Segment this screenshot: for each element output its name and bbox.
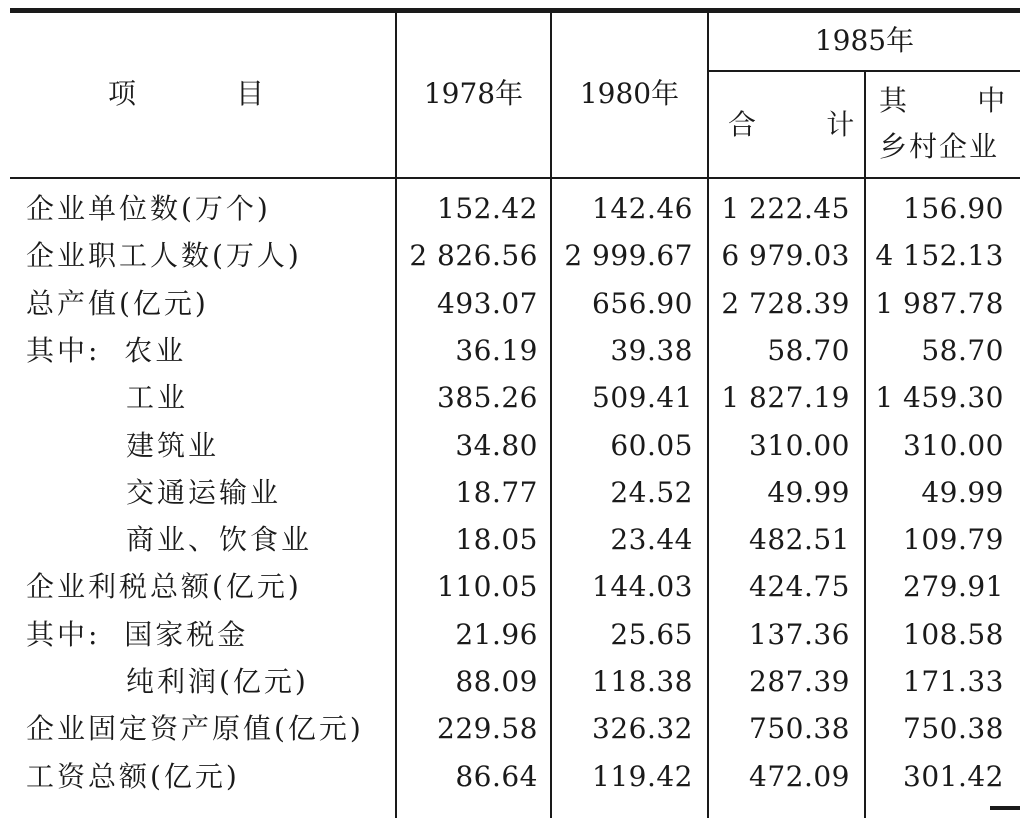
statistics-table [10, 0, 1020, 818]
row-label: 其中: 国家税金 [26, 617, 249, 651]
value-1985-rural: 1 459.30 [875, 381, 1004, 415]
value-1985-total: 1 827.19 [721, 381, 850, 415]
value-1985-total: 137.36 [749, 617, 850, 651]
row-label: 企业利税总额(亿元) [26, 570, 302, 604]
value-1985-rural: 108.58 [903, 617, 1004, 651]
value-1978: 229.58 [437, 712, 538, 746]
header-bottom-rule [10, 177, 1020, 179]
row-label: 工资总额(亿元) [26, 759, 240, 793]
row-label: 其中: 农业 [26, 333, 187, 367]
value-1985-total: 287.39 [749, 665, 850, 698]
value-1985-rural: 171.33 [903, 665, 1004, 698]
value-1980: 142.46 [592, 192, 693, 225]
value-1985-total: 1 222.45 [721, 192, 850, 225]
value-1980: 326.32 [592, 712, 693, 746]
value-1980: 2 999.67 [564, 239, 693, 273]
header-1985: 1985年 [814, 24, 915, 57]
value-1978: 86.64 [455, 759, 538, 793]
value-1978: 110.05 [437, 570, 538, 604]
value-1978: 2 826.56 [409, 239, 538, 273]
value-1985-rural: 279.91 [903, 570, 1004, 604]
row-label: 商业、饮食业 [126, 523, 313, 557]
value-1985-rural: 109.79 [903, 523, 1004, 557]
row-label: 总产值(亿元) [26, 286, 209, 320]
value-1980: 118.38 [592, 665, 693, 698]
header-of-which: 其 中 [879, 84, 1007, 117]
header-rural-enterprises: 乡村企业 [879, 130, 1000, 163]
value-1985-total: 58.70 [767, 333, 850, 367]
row-label: 纯利润(亿元) [126, 665, 309, 698]
value-1978: 18.05 [455, 523, 538, 557]
value-1985-total: 424.75 [749, 570, 850, 604]
header-total: 合 计 [728, 108, 856, 141]
value-1978: 385.26 [437, 381, 538, 415]
value-1978: 34.80 [455, 428, 538, 462]
value-1978: 88.09 [455, 665, 538, 698]
row-label: 企业单位数(万个) [26, 192, 271, 225]
value-1985-total: 49.99 [767, 475, 850, 509]
value-1978: 493.07 [437, 286, 538, 320]
value-1985-total: 2 728.39 [721, 286, 850, 320]
value-1985-total: 6 979.03 [721, 239, 850, 273]
value-1985-total: 482.51 [749, 523, 850, 557]
value-1980: 39.38 [610, 333, 693, 367]
value-1980: 24.52 [610, 475, 693, 509]
value-1985-rural: 301.42 [903, 759, 1004, 793]
row-label: 企业职工人数(万人) [26, 239, 302, 273]
row-label: 交通运输业 [126, 475, 282, 509]
value-1985-rural: 750.38 [903, 712, 1004, 746]
value-1980: 23.44 [610, 523, 693, 557]
value-1985-rural: 156.90 [903, 192, 1004, 225]
header-1980: 1980年 [579, 77, 680, 110]
value-1980: 60.05 [610, 428, 693, 462]
header-1978: 1978年 [423, 77, 524, 110]
value-1980: 144.03 [592, 570, 693, 604]
row-label: 建筑业 [126, 428, 220, 462]
value-1985-rural: 310.00 [903, 428, 1004, 462]
value-1980: 656.90 [592, 286, 693, 320]
top-rule [10, 8, 1020, 13]
value-1985-rural: 58.70 [921, 333, 1004, 367]
value-1980: 509.41 [592, 381, 693, 415]
row-label: 工业 [126, 381, 189, 415]
value-1978: 36.19 [455, 333, 538, 367]
value-1985-rural: 1 987.78 [875, 286, 1004, 320]
value-1985-rural: 4 152.13 [875, 239, 1004, 273]
value-1985-total: 750.38 [749, 712, 850, 746]
value-1980: 25.65 [610, 617, 693, 651]
value-1985-rural: 49.99 [921, 475, 1004, 509]
value-1978: 152.42 [437, 192, 538, 225]
row-label: 企业固定资产原值(亿元) [26, 712, 364, 746]
header-item: 项 目 [108, 77, 266, 110]
value-1978: 18.77 [455, 475, 538, 509]
bottom-end-mark [990, 806, 1020, 810]
value-1985-total: 472.09 [749, 759, 850, 793]
value-1980: 119.42 [592, 759, 693, 793]
value-1978: 21.96 [455, 617, 538, 651]
value-1985-total: 310.00 [749, 428, 850, 462]
